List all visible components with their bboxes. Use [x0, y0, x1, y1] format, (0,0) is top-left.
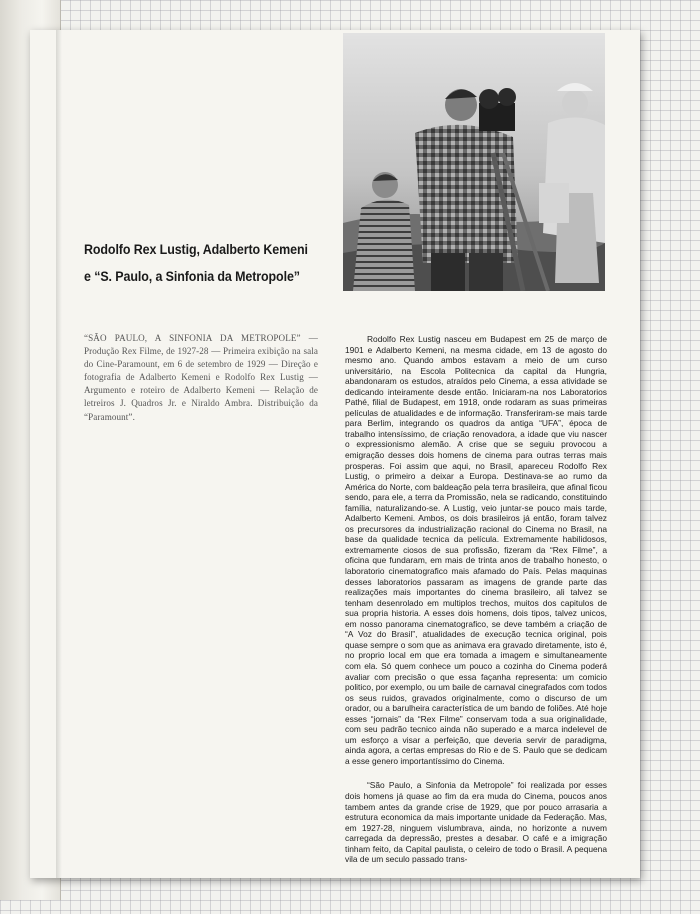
- page-gutter-shadow: [56, 30, 62, 878]
- photo-illustration: [343, 33, 605, 291]
- article-title-line-2: e “S. Paulo, a Sinfonia da Metropole”: [84, 269, 300, 284]
- article-paragraph-1: Rodolfo Rex Lustig nasceu em Budapest em 25 de março de 1901 e Adalberto Kemeni, na mesma cidade, em 13 de agosto do mesmo ano. Quando ambos estavam a meio de um curso universitário, na Escola Politecnica da capital da Hungria, abandonaram os estudos, atraídos pelo Cinema, a essa atividade se dedicando inteiramente desde então. Iniciaram-na nos Laboratorios Pathé, filial de Budapest, em 1918, onde rodaram as suas primeiras películas de atualidades e de informação. Transferiram-se mais tarde para Berlim, integrando os quadros da antiga “UFA”, época de trabalho intensíssimo, de criação renovadora, a idade que viu nascer o expressionismo alemão. A crise que se seguiu provocou a emigração desses dois homens de cinema para outras terras mais prosperas. Foi assim que aqui, no Brasil, apareceu Rodolfo Rex Lustig, o primeiro a deixar a Europa. Destinava-se ao rumo da América do Norte, com baldeação pela terra brasileira, que afinal ficou sendo, para ele, a terra da Promissão, nela se radicando, constituindo família, naturalizando-se. A Lustig, veio juntar-se pouco mais tarde, Adalberto Kemeni. Ambos, os dois brasileiros já então, foram talvez os precursores da industrialização racional do Cinema no Brasil, na base da qualidade tecnica da película. Extremamente habilidosos, extremamente ciosos de sua profissão, fizeram da “Rex Filme”, a oficina que fundaram, em mais de trinta anos de trabalho honesto, o laboratorio cinematografico mais afamado do País. Pelas maquinas desses laboratorios passaram as imagens de grande parte das realizações mais importantes do cinema brasileiro, ali talvez se tenham desenrolado em multiplos trechos, muitos dos capitulos de sua propria historia. A esses dois homens, dois tipos, talvez unicos, em nosso panorama cinematografico, se deve também a criação de “A Voz do Brasil”, atualidades de execução tecnica original, pois quase sempre o som que as animava era gravado diretamente, isto é, no proprio local em que era tomada a imagem e simultaneamente com ela. Só quem conhece um pouco a cozinha do Cinema poderá avaliar com precisão o que essa façanha representa: um comicio politico, por exemplo, ou um baile de carnaval cinegrafados com todos os seus ruidos, gravados originalmente, como o discurso de um orador, ou a barulheira característica de um bando de foliões. Até hoje esses “jornais” da “Rex Filme” conservam toda a sua originalidade, com seu padrão tecnico ainda não superado e a marca indelevel de um esforço a visar a perfeição, que deveria servir de paradigma, ainda agora, a certas empresas do Rio e de S. Paulo que se dedicam a esse genero importantíssimo do Cinema.: [345, 334, 607, 766]
- film-credits: “SÃO PAULO, A SINFONIA DA METROPOLE” — Produção Rex Filme, de 1927-28 — Primeira exibição na sala do Cine-Paramount, em 6 de setembro de 1929 — Direção e fotografia de Adalberto Kemeni e Rodolfo Rex Lustig — Argumento e roteiro de Adalberto Kemeni — Relação de letreiros J. Quadros Jr. e Niraldo Ambra. Distribuição da “Paramount”.: [84, 333, 318, 422]
- article-photo: [343, 33, 605, 291]
- article-title-line-1: Rodolfo Rex Lustig, Adalberto Kemeni: [84, 242, 308, 257]
- article-body: [345, 334, 607, 865]
- article-title: [84, 236, 317, 290]
- article-paragraph-2: “São Paulo, a Sinfonia da Metropole” foi realizada por esses dois homens já quase ao fim da era muda do Cinema, poucos anos tambem antes da grande crise de 1929, que por pouco arrasaria a estrutura economica da mais importante unidade da Federação. Mas, em 1927-28, ninguem vislumbrava, ainda, no horizonte a nuvem carregada da depressão, prestes a desabar. O café e a imigração tinham feito, da Capital paulista, o celeiro de todo o Brasil. A pequena vila de um seculo passado trans-: [345, 780, 607, 865]
